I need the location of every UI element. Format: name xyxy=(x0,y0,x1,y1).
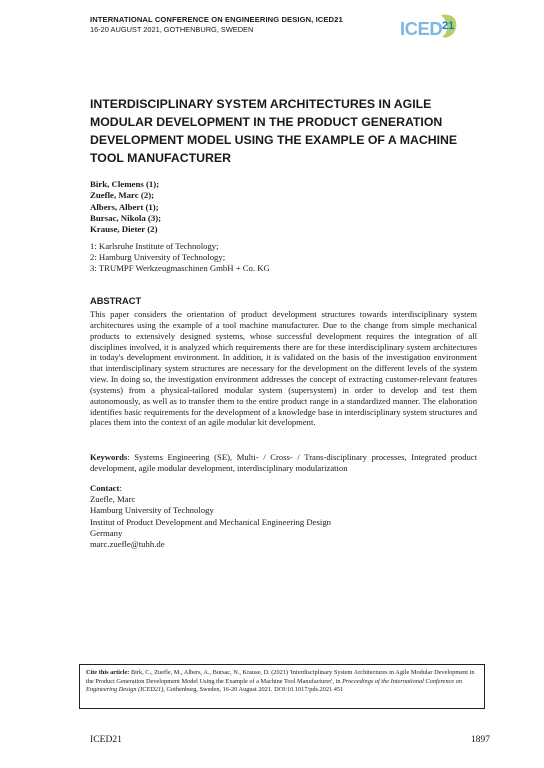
contact-block xyxy=(90,483,331,550)
abstract-heading: ABSTRACT xyxy=(90,296,142,306)
author: Bursac, Nikola (3); xyxy=(90,212,162,223)
conference-header xyxy=(90,15,343,35)
affiliation-list xyxy=(90,241,270,275)
footer-conference: ICED21 xyxy=(90,734,122,745)
author: Zuefle, Marc (2); xyxy=(90,190,155,201)
contact-email[interactable]: marc.zuefle@tuhh.de xyxy=(90,539,165,550)
keywords-text: : Systems Engineering (SE), Multi- / Cross- / Trans-disciplinary processes, Integrated product development, agile modular development, interdisciplinary modularization xyxy=(90,452,477,473)
contact-colon: : xyxy=(119,483,122,493)
conference-name: INTERNATIONAL CONFERENCE ON ENGINEERING DESIGN, ICED21 xyxy=(90,15,343,24)
citation-doi-text: , Gothenburg, Sweden, 16-20 August 2021. DOI:10.1017/pds.2021.451 xyxy=(163,686,344,694)
citation-text: Birk, C., Zuefle, M., Albers, A., Bursac, N., Krause, D. (2021) 'Interdisciplinary System Architectures in Agile Modular Development in the Product Generation Development Model Using the Example of a Machine Tool Manufacturer', in xyxy=(86,669,475,685)
citation-box xyxy=(79,664,485,709)
logo-year: 21 xyxy=(442,20,455,32)
affiliation: 1: Karlsruhe Institute of Technology; xyxy=(90,241,219,251)
abstract-text: This paper considers the orientation of product development structures towards interdisciplinary system architectures using the example of a tool machine manufacturer. Due to the change from simple mechanical products to extensively designed systems, whose successful development requires the integration of all disciplines involved, it is analyzed which requirements there are for these interdisciplinary system architectures in today's development environment. In addition, it is validated on the basis of the investigation environment that interdisciplinary system structures are necessary for the development on the different levels of the system view. In doing so, the investigation environment addresses the concept of extracting customer-relevant features (systems) from a physical-tailored modular system (supersystem) in order to develop and test them autonomously, as well as to transfer them to the entire product range in a standardized manner. The elaboration identifies basic requirements for the development of a knowledge base in interdisciplinary system structures and places them into the context of an agile modular kit development. xyxy=(90,309,477,428)
affiliation: 2: Hamburg University of Technology; xyxy=(90,252,226,263)
page-number: 1897 xyxy=(470,734,490,745)
iced21-logo xyxy=(398,12,460,42)
contact-name: Zuefle, Marc xyxy=(90,494,136,505)
author: Krause, Dieter (2) xyxy=(90,224,158,235)
citation-label: Cite this article: xyxy=(86,669,130,676)
paper-title: INTERDISCIPLINARY SYSTEM ARCHITECTURES IN AGILE MODULAR DEVELOPMENT IN THE PRODUCT GENERATION DEVELOPMENT MODEL USING THE EXAMPLE OF A MACHINE TOOL MANUFACTURER xyxy=(90,97,458,165)
author: Albers, Albert (1); xyxy=(90,201,159,212)
affiliation: 3: TRUMPF Werkzeugmaschinen GmbH + Co. KG xyxy=(90,263,270,274)
logo-wordmark: ICED xyxy=(400,18,443,39)
keywords-label: Keywords xyxy=(90,452,128,462)
contact-country: Germany xyxy=(90,527,123,538)
keywords xyxy=(90,452,477,474)
author-list xyxy=(90,179,161,235)
conference-dates-location: 16-20 AUGUST 2021, GOTHENBURG, SWEDEN xyxy=(90,25,254,34)
citation-proceedings: Proceedings of the International Conference on Engineering Design (ICED21) xyxy=(86,677,463,694)
contact-institute: Institut of Product Development and Mechanical Engineering Design xyxy=(90,516,332,527)
contact-university: Hamburg University of Technology xyxy=(90,505,214,516)
contact-label: Contact xyxy=(90,483,120,493)
author: Birk, Clemens (1); xyxy=(90,179,160,189)
